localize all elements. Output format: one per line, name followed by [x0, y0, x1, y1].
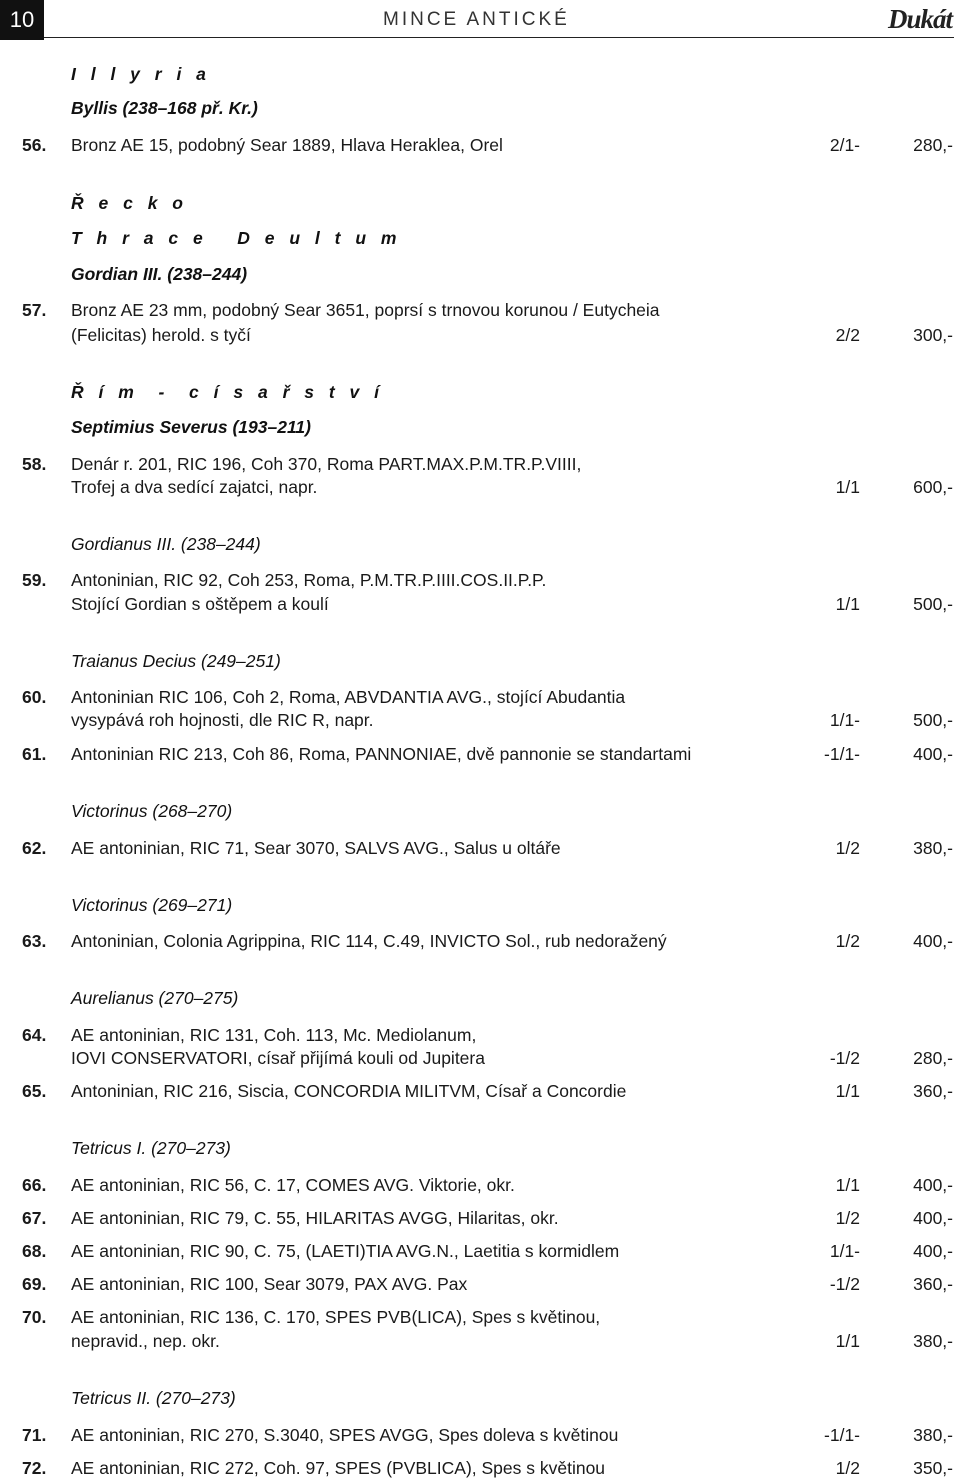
subsection-heading: Aurelianus (270–275): [71, 988, 239, 1008]
lot-price: 400,-: [913, 1208, 953, 1228]
lot-description: Trofej a dva sedící zajatci, napr.: [71, 477, 318, 497]
lot-number: 67.: [22, 1208, 47, 1228]
lot-grade: -1/2: [829, 1274, 860, 1294]
lot-grade: 1/1: [835, 1175, 860, 1195]
lot-price: 400,-: [913, 744, 953, 764]
lot-price: 280,-: [913, 135, 953, 155]
subsection-heading: Tetricus I. (270–273): [71, 1138, 231, 1158]
lot-number: 58.: [22, 454, 47, 474]
lot-grade: -1/1-: [824, 1425, 860, 1445]
lot-description: AE antoninian, RIC 270, S.3040, SPES AVGG, Spes doleva s květinou: [71, 1425, 619, 1445]
header-rule: [44, 37, 954, 38]
lot-description: AE antoninian, RIC 90, C. 75, (LAETI)TIA AVG.N., Laetitia s kormidlem: [71, 1241, 620, 1261]
lot-number: 63.: [22, 931, 47, 951]
subsection-heading: Gordianus III. (238–244): [71, 534, 261, 554]
lot-price: 400,-: [913, 931, 953, 951]
lot-number: 62.: [22, 838, 47, 858]
section-heading: I l l y r i a: [71, 64, 211, 84]
page-title: MINCE ANTICKÉ: [383, 9, 570, 30]
lot-description: AE antoninian, RIC 100, Sear 3079, PAX AVG. Pax: [71, 1274, 468, 1294]
lot-description: nepravid., nep. okr.: [71, 1331, 220, 1351]
lot-number: 56.: [22, 135, 47, 155]
lot-grade: 2/1-: [829, 135, 860, 155]
lot-number: 71.: [22, 1425, 47, 1445]
lot-number: 65.: [22, 1081, 47, 1101]
lot-number: 60.: [22, 687, 47, 707]
lot-description: IOVI CONSERVATORI, císař přijímá kouli od Jupitera: [71, 1048, 485, 1068]
lot-description: AE antoninian, RIC 71, Sear 3070, SALVS AVG., Salus u oltáře: [71, 838, 561, 858]
lot-price: 500,-: [913, 710, 953, 730]
lot-price: 380,-: [913, 838, 953, 858]
lot-number: 70.: [22, 1307, 47, 1327]
lot-grade: 1/2: [835, 838, 860, 858]
lot-price: 400,-: [913, 1241, 953, 1261]
lot-grade: 1/1-: [829, 1241, 860, 1261]
lot-description: AE antoninian, RIC 131, Coh. 113, Mc. Mediolanum,: [71, 1025, 477, 1045]
lot-grade: -1/2: [829, 1048, 860, 1068]
lot-number: 66.: [22, 1175, 47, 1195]
lot-description: Antoninian, RIC 92, Coh 253, Roma, P.M.TR.P.IIII.COS.II.P.P.: [71, 570, 547, 590]
brand-logo: Dukát: [887, 4, 952, 34]
lot-description: Stojící Gordian s oštěpem a koulí: [71, 594, 329, 614]
subsection-heading: Victorinus (268–270): [71, 801, 233, 821]
subsection-heading: Septimius Severus (193–211): [71, 417, 311, 437]
subsection-heading: Traianus Decius (249–251): [71, 651, 281, 671]
lot-grade: 1/2: [835, 1208, 860, 1228]
lot-description: Denár r. 201, RIC 196, Coh 370, Roma PART.MAX.P.M.TR.P.VIIII,: [71, 454, 582, 474]
lot-price: 380,-: [913, 1331, 953, 1351]
lot-number: 72.: [22, 1458, 47, 1478]
page-number: 10: [0, 0, 44, 40]
lot-description: Antoninian RIC 106, Coh 2, Roma, ABVDANTIA AVG., stojící Abudantia: [71, 687, 626, 707]
lot-description: Bronz AE 23 mm, podobný Sear 3651, poprsí s trnovou korunou / Eutycheia: [71, 300, 660, 320]
lot-number: 59.: [22, 570, 47, 590]
lot-number: 61.: [22, 744, 47, 764]
lot-description: AE antoninian, RIC 136, C. 170, SPES PVB(LICA), Spes s květinou,: [71, 1307, 601, 1327]
lot-price: 500,-: [913, 594, 953, 614]
lot-price: 380,-: [913, 1425, 953, 1445]
lot-description: vysypává roh hojnosti, dle RIC R, napr.: [71, 710, 374, 730]
lot-price: 400,-: [913, 1175, 953, 1195]
lot-description: Antoninian, RIC 216, Siscia, CONCORDIA MILITVM, Císař a Concordie: [71, 1081, 627, 1101]
lot-number: 69.: [22, 1274, 47, 1294]
lot-description: (Felicitas) herold. s tyčí: [71, 325, 251, 345]
lot-price: 360,-: [913, 1274, 953, 1294]
lot-number: 68.: [22, 1241, 47, 1261]
lot-grade: 1/1-: [829, 710, 860, 730]
section-heading: T h r a c e D e u l t u m: [71, 228, 402, 248]
lot-grade: 1/1: [835, 1081, 860, 1101]
lot-grade: 1/1: [835, 594, 860, 614]
section-heading: Ř e c k o: [71, 193, 188, 213]
lot-grade: -1/1-: [824, 744, 860, 764]
lot-price: 360,-: [913, 1081, 953, 1101]
subsection-heading: Victorinus (269–271): [71, 895, 233, 915]
lot-price: 280,-: [913, 1048, 953, 1068]
lot-price: 350,-: [913, 1458, 953, 1478]
lot-grade: 1/1: [835, 477, 860, 497]
lot-grade: 2/2: [835, 325, 860, 345]
lot-price: 300,-: [913, 325, 953, 345]
lot-description: Antoninian RIC 213, Coh 86, Roma, PANNONIAE, dvě pannonie se standartami: [71, 744, 692, 764]
subsection-heading: Gordian III. (238–244): [71, 264, 248, 284]
lot-description: AE antoninian, RIC 272, Coh. 97, SPES (PVBLICA), Spes s květinou: [71, 1458, 606, 1478]
lot-description: Bronz AE 15, podobný Sear 1889, Hlava Heraklea, Orel: [71, 135, 503, 155]
lot-number: 57.: [22, 300, 47, 320]
lot-number: 64.: [22, 1025, 47, 1045]
lot-grade: 1/2: [835, 1458, 860, 1478]
lot-description: AE antoninian, RIC 79, C. 55, HILARITAS AVGG, Hilaritas, okr.: [71, 1208, 559, 1228]
lot-description: AE antoninian, RIC 56, C. 17, COMES AVG. Viktorie, okr.: [71, 1175, 515, 1195]
subsection-heading: Byllis (238–168 př. Kr.): [71, 98, 258, 118]
lot-grade: 1/2: [835, 931, 860, 951]
lot-price: 600,-: [913, 477, 953, 497]
lot-description: Antoninian, Colonia Agrippina, RIC 114, C.49, INVICTO Sol., rub nedoražený: [71, 931, 667, 951]
subsection-heading: Tetricus II. (270–273): [71, 1388, 236, 1408]
section-heading: Ř í m - c í s a ř s t v í: [71, 382, 384, 402]
lot-grade: 1/1: [835, 1331, 860, 1351]
